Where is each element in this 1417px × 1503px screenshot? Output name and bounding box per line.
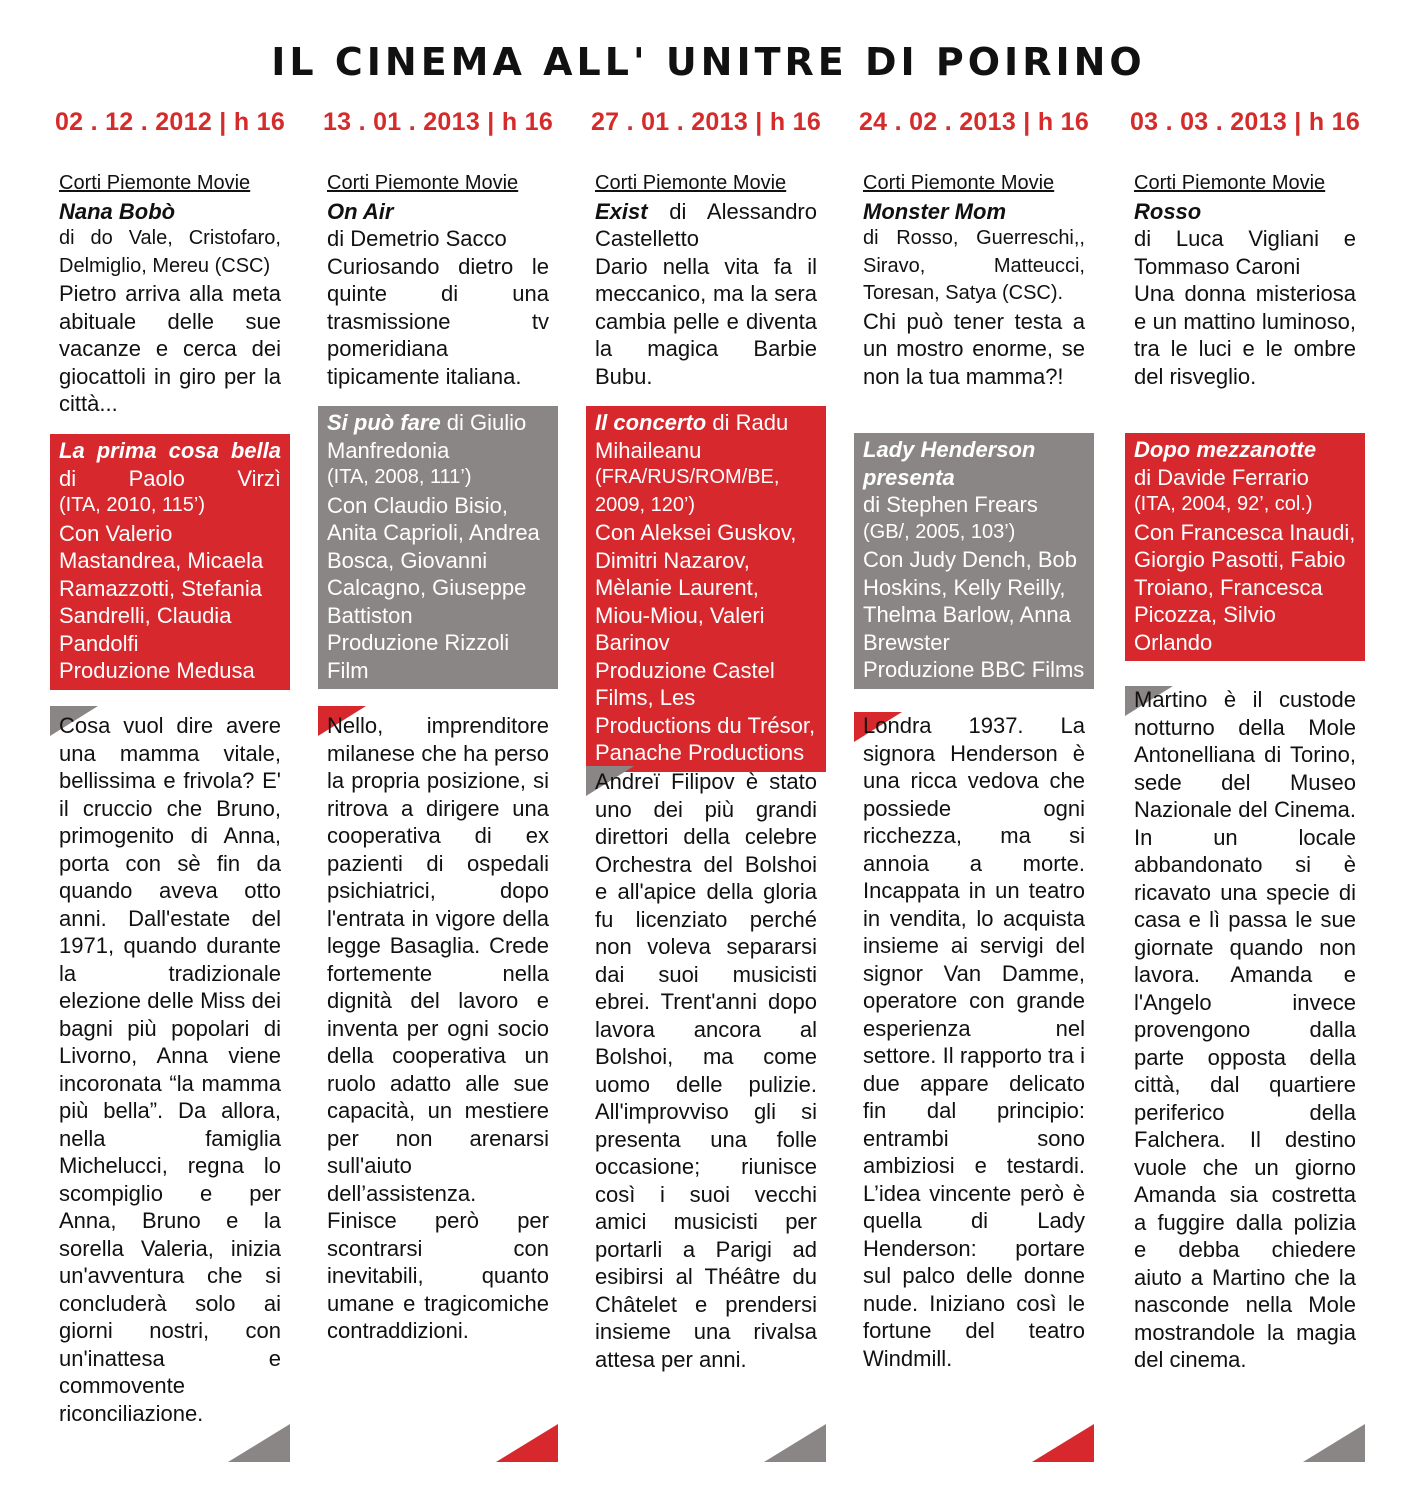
film-info: (GB/, 2005, 103’) (863, 520, 1016, 543)
series-label: Corti Piemonte Movie (863, 172, 1055, 194)
short-synopsis: Una donna misteriosa e un mattino luminoso, tra le luci e le ombre del risveglio. (1134, 281, 1356, 389)
short-film-block (1134, 168, 1356, 390)
short-title: Exist (595, 198, 648, 224)
film-info: (ITA, 2010, 115’) (59, 494, 205, 516)
short-film-block (327, 168, 549, 390)
film-plot: Nello, imprenditore milanese che ha perso la propria posizione, si ritrova a dirigere una cooperativa di ex pazienti di ospedali psichiatrici, dopo l'entrata in vigore della legge Basaglia. Crede fortemente nella dignità del lavoro e inventa per ogni socio della cooperativa un ruolo adatto alle sue capacità, un mestiere per non arenarsi sull'aiuto dell’assistenza. Finisce però per scontrarsi con inevitabili, quanto umane e tragicomiche contraddizioni. (327, 713, 549, 1343)
film-director: di Paolo Virzì (59, 465, 281, 491)
film-info: (ITA, 2004, 92’, col.) (1134, 493, 1313, 515)
short-credit: di Demetrio Sacco (327, 226, 507, 251)
corner-triangle-bottom (1032, 1424, 1094, 1462)
film-info: (ITA, 2008, 111’) (327, 466, 472, 488)
short-synopsis: Dario nella vita fa il meccanico, ma la sera cambia pelle e diventa la magica Barbie Bubu. (595, 253, 817, 389)
corner-triangle-bottom (1303, 1424, 1365, 1462)
film-plot: Londra 1937. La signora Henderson è una ricca vedova che possiede ogni ricchezza, ma si annoia a morte. Incappata in un teatro in vendita, lo acquista insieme ai servigi del signor Van Damme, operatore con grande esperienza nel settore. Il rapporto tra i due appare delicato fin dal principio: entrambi sono ambiziosi e testardi. L’idea vincente però è quella di Lady Henderson: portare sul palco delle donne nude. Iniziano così le fortune del teatro Windmill. (863, 713, 1085, 1371)
column-1 (50, 108, 290, 1488)
short-film-block (863, 168, 1085, 390)
short-synopsis: Pietro arriva alla meta abituale delle sue vacanze e cerca dei giocattoli in giro per la città... (59, 281, 281, 416)
screening-date: 02 . 12 . 2012 | h 16 (54, 108, 286, 136)
screening-date: 27 . 01 . 2013 | h 16 (590, 108, 822, 136)
short-credit: di Alessandro Castelletto (595, 198, 817, 251)
series-label: Corti Piemonte Movie (327, 172, 519, 194)
film-director: di Davide Ferrario (1134, 464, 1309, 490)
film-production: Produzione BBC Films (863, 657, 1085, 682)
column-4 (854, 108, 1094, 1488)
series-label: Corti Piemonte Movie (595, 172, 787, 194)
feature-film-box (50, 434, 290, 690)
screening-date: 24 . 02 . 2013 | h 16 (858, 108, 1090, 136)
column-5 (1125, 108, 1365, 1488)
film-director: di Radu Mihaileanu (595, 410, 789, 463)
film-title: Dopo mezzanotte (1134, 437, 1317, 462)
film-title: Il concerto (595, 410, 707, 435)
feature-film-box (854, 433, 1094, 689)
film-production: Produzione Castel Films, Les Productions du Trésor, Panache Productions (595, 657, 816, 765)
corner-triangle-bottom (496, 1424, 558, 1462)
screening-date: 03 . 03 . 2013 | h 16 (1129, 108, 1361, 136)
film-cast: Con Judy Dench, Bob Hoskins, Kelly Reilly, Thelma Barlow, Anna Brewster (863, 547, 1078, 655)
short-film-block (595, 168, 817, 390)
film-director: di Stephen Frears (863, 492, 1038, 517)
short-credit: di Luca Vigliani e Tommaso Caroni (1134, 226, 1356, 279)
short-credit: di do Vale, Cristofaro, Delmiglio, Mereu (CSC) (59, 227, 281, 277)
column-2 (318, 108, 558, 1488)
film-cast: Con Claudio Bisio, Anita Caprioli, Andrea Bosca, Giovanni Calcagno, Giuseppe Battiston (327, 492, 540, 628)
feature-film-box (1125, 433, 1365, 661)
series-label: Corti Piemonte Movie (59, 172, 251, 194)
short-title: Rosso (1134, 198, 1202, 224)
page-title: IL CINEMA ALL' UNITRE DI POIRINO (271, 40, 1146, 84)
series-label: Corti Piemonte Movie (1134, 172, 1326, 194)
corner-triangle-bottom (228, 1424, 290, 1462)
film-title: La prima cosa bella (59, 438, 281, 463)
film-title: Si può fare (327, 410, 441, 435)
feature-film-box (318, 406, 558, 689)
short-synopsis: Curiosando dietro le quinte di una trasmissione tv pomeridiana tipicamente italiana. (327, 253, 549, 389)
short-title: On Air (327, 198, 394, 224)
film-production: Produzione Rizzoli Film (327, 630, 510, 683)
column-3 (586, 108, 826, 1488)
film-cast: Con Valerio Mastandrea, Micaela Ramazzotti, Stefania Sandrelli, Claudia Pandolfi (59, 520, 264, 656)
film-cast: Con Aleksei Guskov, Dimitri Nazarov, Mèlanie Laurent, Miou-Miou, Valeri Barinov (595, 520, 797, 655)
corner-triangle-bottom (764, 1424, 826, 1462)
film-director: di Giulio Manfredonia (327, 410, 527, 463)
film-title: Lady Henderson presenta (863, 437, 1036, 490)
short-title: Monster Mom (863, 198, 1006, 224)
film-production: Produzione Medusa (59, 658, 255, 683)
film-plot: Cosa vuol dire avere una mamma vitale, bellissima e frivola? E' il cruccio che Bruno, primogenito di Anna, porta con sè fin da quando aveva otto anni. Dall'estate del 1971, quando durante la tradizionale elezione delle Miss dei bagni più popolari di Livorno, Anna viene incoronata “la mamma più bella”. Da allora, nella famiglia Michelucci, regna lo scompiglio e per Anna, Bruno e la sorella Valeria, inizia un'avventura che si concluderà solo ai giorni nostri, con un'inattesa e commovente riconciliazione. (59, 713, 281, 1426)
screening-date: 13 . 01 . 2013 | h 16 (322, 108, 554, 136)
feature-film-box (586, 406, 826, 772)
film-plot: Martino è il custode notturno della Mole Antonelliana di Torino, sede del Museo Nazionale del Cinema. In un locale abbandonato si è ricavato una specie di casa e lì passa le sue giornate quando non lavora. Amanda e l'Angelo invece provengono dalla parte opposta della città, dal quartiere periferico della Falchera. Il destino vuole che un giorno Amanda sia costretta a fuggire dalla polizia e debba chiedere aiuto a Martino che la nasconde nella Mole mostrandole la magia del cinema. (1134, 687, 1356, 1372)
film-info: (FRA/RUS/ROM/BE, 2009, 120’) (595, 466, 780, 516)
short-title: Nana Bobò (59, 198, 176, 224)
short-credit: di Rosso, Guerreschi,, Siravo, Matteucci, Toresan, Satya (CSC). (863, 227, 1085, 304)
short-synopsis: Chi può tener testa a un mostro enorme, se non la tua mamma?! (863, 308, 1085, 389)
film-cast: Con Francesca Inaudi, Giorgio Pasotti, Fabio Troiano, Francesca Picozza, Silvio Orlando (1134, 519, 1356, 655)
short-film-block (59, 168, 281, 418)
film-plot: Andreï Filipov è stato uno dei più grandi direttori della celebre Orchestra del Bolshoi e all'apice della gloria fu licenziato perché non voleva separarsi dai suoi musicisti ebrei. Trent'anni dopo lavora ancora al Bolshoi, ma come uomo delle pulizie. All'improvviso gli si presenta una folle occasione; riunisce così i suoi vecchi amici musicisti per portarli a Parigi ad esibirsi al Théâtre du Châtelet e prendersi insieme una rivalsa attesa per anni. (595, 769, 817, 1372)
